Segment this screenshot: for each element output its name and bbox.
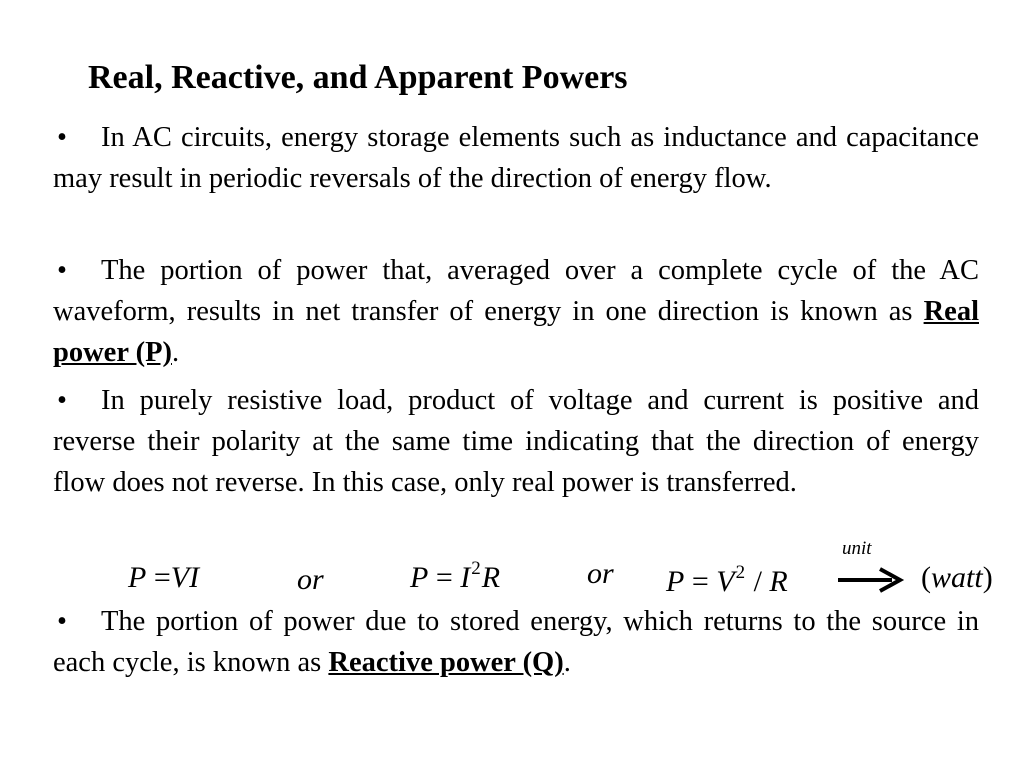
equation-p-vi: P =VI: [128, 561, 200, 594]
bullet-end: .: [563, 647, 571, 678]
bullet-marker: [53, 601, 101, 642]
bullet-marker: [53, 117, 101, 158]
real-power-term: Real power (P): [53, 296, 979, 368]
bullet-real-power: [53, 250, 979, 373]
bullet-marker: [53, 250, 101, 291]
slide-title: Real, Reactive, and Apparent Powers: [88, 59, 628, 96]
equation-p-v2-over-r: $P = V^2 / R$: [666, 562, 788, 598]
bullet-text: In purely resistive load, product of voltage and current is positive and reverse their polarity at the same time indicating that the direction of energy flow does not reverse. In this case, only real power is transferred.: [53, 385, 979, 498]
reactive-power-term: Reactive power (Q): [328, 647, 564, 678]
bullet-marker: [53, 380, 101, 421]
or-connector: or: [297, 563, 324, 596]
bullet-energy-storage: [53, 117, 979, 199]
bullet-text: The portion of power due to stored energy, which returns to the source in each cycle, is known as: [53, 606, 979, 678]
bullet-reactive-power: [53, 601, 979, 683]
unit-label: unit: [842, 538, 872, 559]
or-connector: or: [587, 557, 614, 590]
bullet-end: .: [171, 337, 180, 368]
right-arrow-icon: [836, 566, 908, 594]
bullet-text: The portion of power that, averaged over a complete cycle of the AC waveform, results in net transfer of energy in one direction is known as: [53, 255, 979, 327]
bullet-text: In AC circuits, energy storage elements such as inductance and capacitance may result in periodic reversals of the direction of energy flow.: [53, 122, 979, 194]
equation-p-i2r: $P = I^2R$: [410, 558, 501, 594]
unit-watt: (watt): [921, 561, 993, 594]
bullet-resistive-load: [53, 380, 979, 503]
